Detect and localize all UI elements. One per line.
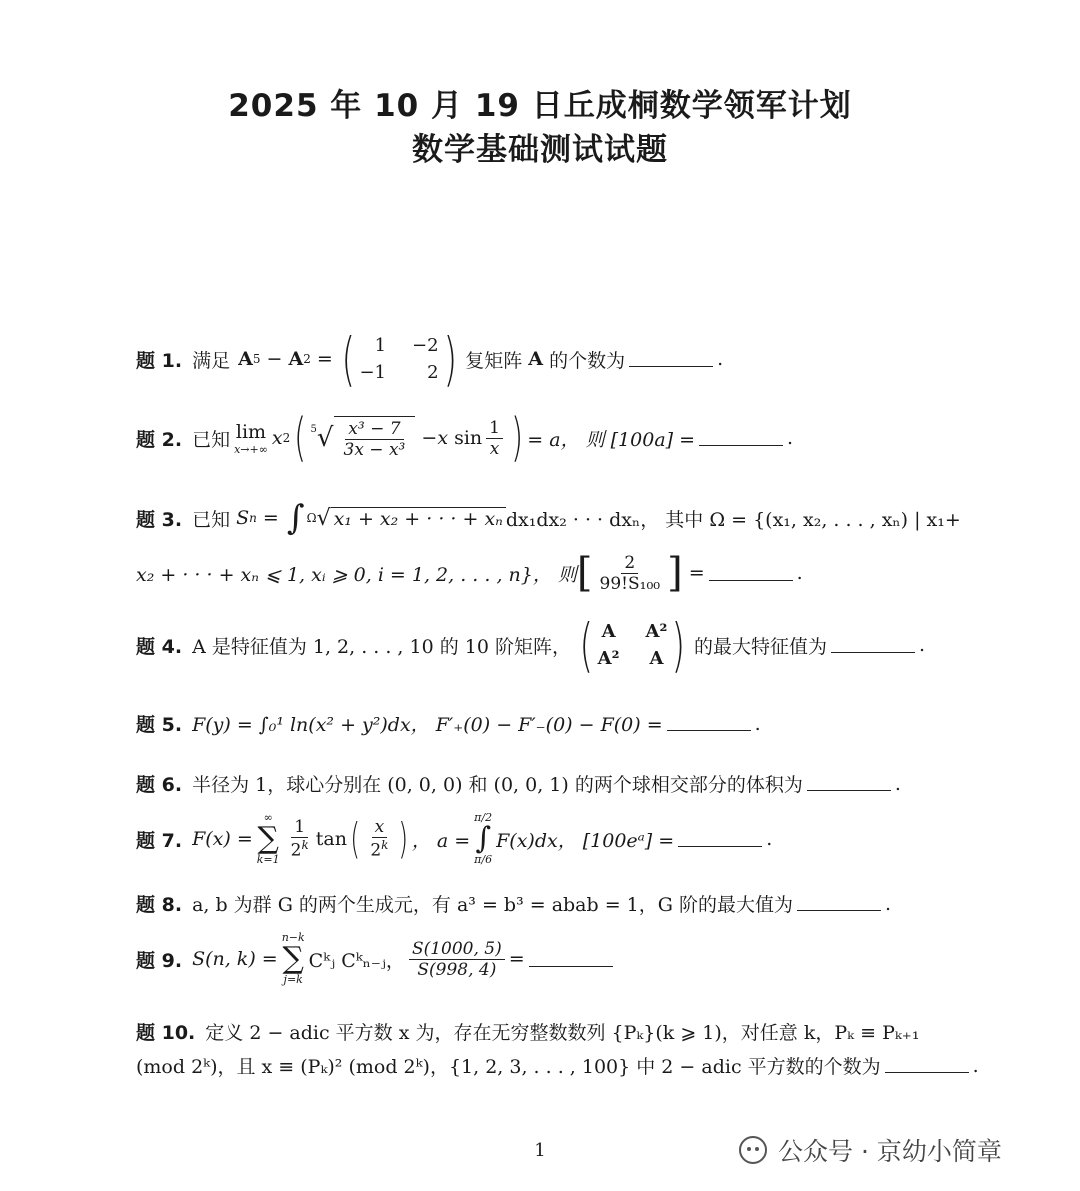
- matrix-cell: −1: [359, 362, 387, 383]
- question-label: 题 8.: [136, 894, 183, 916]
- question-label: 题 1.: [136, 349, 183, 372]
- q7-a: F(x) =: [192, 828, 253, 851]
- q6-text: 半径为 1，球心分别在 (0, 0, 0) 和 (0, 0, 1) 的两个球相交部分的体积为: [192, 774, 803, 796]
- q5-text: F(y) = ∫₀¹ ln(x² + y²)dx， F′₊(0) − F′₋(0) − F(0) =: [192, 714, 663, 736]
- question-6: [136, 770, 901, 797]
- matrix-cell: 1: [374, 335, 387, 356]
- q2-post: = a， 则 [100a] =: [527, 428, 696, 451]
- q9-a: S(n, k) =: [192, 948, 278, 971]
- title-line-2: 数学基础测试试题: [412, 132, 668, 168]
- wechat-icon: [738, 1135, 768, 1165]
- q8-end: .: [884, 892, 892, 915]
- q10-line1: 定义 2 − adic 平方数 x 为，存在无穷整数数列 {Pₖ}(k ⩾ 1)，对任意 k，Pₖ ≡ Pₖ₊₁: [205, 1022, 920, 1044]
- q2-pre: 已知: [192, 428, 231, 451]
- q3-pre: 已知: [192, 508, 231, 531]
- q7-d: F(x)dx， [100eᵃ] =: [496, 829, 675, 852]
- q2-end: .: [787, 427, 794, 449]
- question-1: 题 1. 满足 A 5 − A 2 = ( 1 −2 −1 2 ) 复矩阵 A 的个数为 .: [136, 325, 724, 393]
- q3-line2: x₂ + · · · + xₙ ⩽ 1, xᵢ ⩾ 0, i = 1, 2, . . . , n}， 则: [136, 563, 577, 586]
- q9-c: =: [508, 948, 525, 971]
- q7-b: tan: [315, 828, 347, 851]
- answer-blank[interactable]: [797, 896, 881, 911]
- answer-blank[interactable]: [699, 431, 783, 446]
- q1-mid: 复矩阵: [465, 349, 523, 372]
- question-8: [136, 890, 891, 917]
- question-9: 题 9. S(n, k) = n−k ∑ j=k Cᵏⱼ Cᵏₙ₋ⱼ， $\frac{S(1000, 5)}{S(998, 4)}$ =: [136, 932, 617, 986]
- q4-matrix: ( A A² A² A ): [579, 611, 686, 679]
- question-label: 题 6.: [136, 774, 183, 796]
- question-label: 题 4.: [136, 635, 183, 658]
- answer-blank[interactable]: [678, 832, 762, 847]
- page-number: 1: [534, 1140, 546, 1161]
- matrix-cell: 2: [427, 362, 439, 383]
- question-10-cont: [136, 1052, 979, 1079]
- q3-end: .: [796, 562, 803, 584]
- q7-c: ， a =: [411, 829, 471, 852]
- question-4: [136, 611, 926, 679]
- q6-end: .: [894, 772, 901, 795]
- q1-pre: 满足: [192, 349, 231, 372]
- answer-blank[interactable]: [807, 776, 891, 791]
- question-label: 题 5.: [136, 714, 183, 736]
- question-label: 题 9.: [136, 949, 183, 972]
- question-10: [136, 1018, 919, 1045]
- watermark: [738, 1132, 1002, 1168]
- q7-end: .: [766, 828, 773, 851]
- q4-pre: A 是特征值为 1, 2, . . . , 10 的 10 阶矩阵，: [192, 635, 571, 658]
- q10-end: .: [972, 1054, 979, 1077]
- q3-line1-tail: 其中 Ω = {(x₁, x₂, . . . , xₙ) | x₁+: [665, 508, 961, 531]
- question-3-cont: x₂ + · · · + xₙ ⩽ 1, xᵢ ⩾ 0, i = 1, 2, . . . , n}， 则 [ $\frac{2}{\text{99!S₁₀₀}}$ ] = .: [136, 550, 803, 596]
- matrix-cell: −2: [412, 335, 439, 356]
- q2-limit: lim x→+∞: [234, 420, 268, 456]
- q10-line2: (mod 2ᵏ)，且 x ≡ (Pₖ)² (mod 2ᵏ)，{1, 2, 3, . . . , 100} 中 2 − adic 平方数的个数为: [136, 1056, 881, 1078]
- answer-blank[interactable]: [667, 716, 751, 731]
- question-3: 题 3. 已知 S n = ∫ Ω √ x₁ + x₂ + · · · + xₙ dx₁dx₂ · · · dxₙ， 其中 Ω = {(x₁, x₂, . . . , xₙ) | x₁+: [136, 498, 961, 538]
- question-5: [136, 710, 761, 737]
- q4-end: .: [919, 634, 926, 656]
- q4-post: 的最大特征值为: [694, 635, 828, 658]
- q5-end: .: [754, 712, 761, 735]
- question-2: 题 2. 已知 lim x→+∞ x 2 ( 5 √ $\frac{\text{x³ − 7}}{\text{3x − x³}}$ − x sin $\frac{1}{x}$ ) = a， 则 [100a] = .: [136, 408, 794, 468]
- question-label: 题 3.: [136, 508, 183, 531]
- q1-end: .: [717, 348, 724, 370]
- answer-blank[interactable]: [629, 352, 713, 367]
- answer-blank[interactable]: [709, 566, 793, 581]
- answer-blank[interactable]: [529, 952, 613, 967]
- q9-b: Cᵏⱼ Cᵏₙ₋ⱼ，: [308, 949, 405, 972]
- q8-text: a, b 为群 G 的两个生成元，有 a³ = b³ = abab = 1，G 阶的最大值为: [192, 894, 793, 916]
- question-label: 题 10.: [136, 1022, 196, 1044]
- q1-post: 的个数为: [549, 349, 626, 372]
- answer-blank[interactable]: [831, 638, 915, 653]
- q1-matrix: ( 1 −2 −1 2 ): [341, 325, 457, 393]
- watermark-text: 公众号 · 京幼小简章: [778, 1137, 1002, 1166]
- title-line-1: 2025 年 10 月 19 日丘成桐数学领军计划: [228, 88, 852, 124]
- question-label: 题 7.: [136, 829, 183, 852]
- question-label: 题 2.: [136, 428, 183, 451]
- question-7: 题 7. F(x) = ∞ ∑ k=1 $\frac{1}{2^k}$ tan ( $\frac{x}{2^k}$ ) ， a = π/2 ∫ π/6 F(x)dx， [100eᵃ] = .: [136, 811, 773, 867]
- answer-blank[interactable]: [885, 1058, 969, 1073]
